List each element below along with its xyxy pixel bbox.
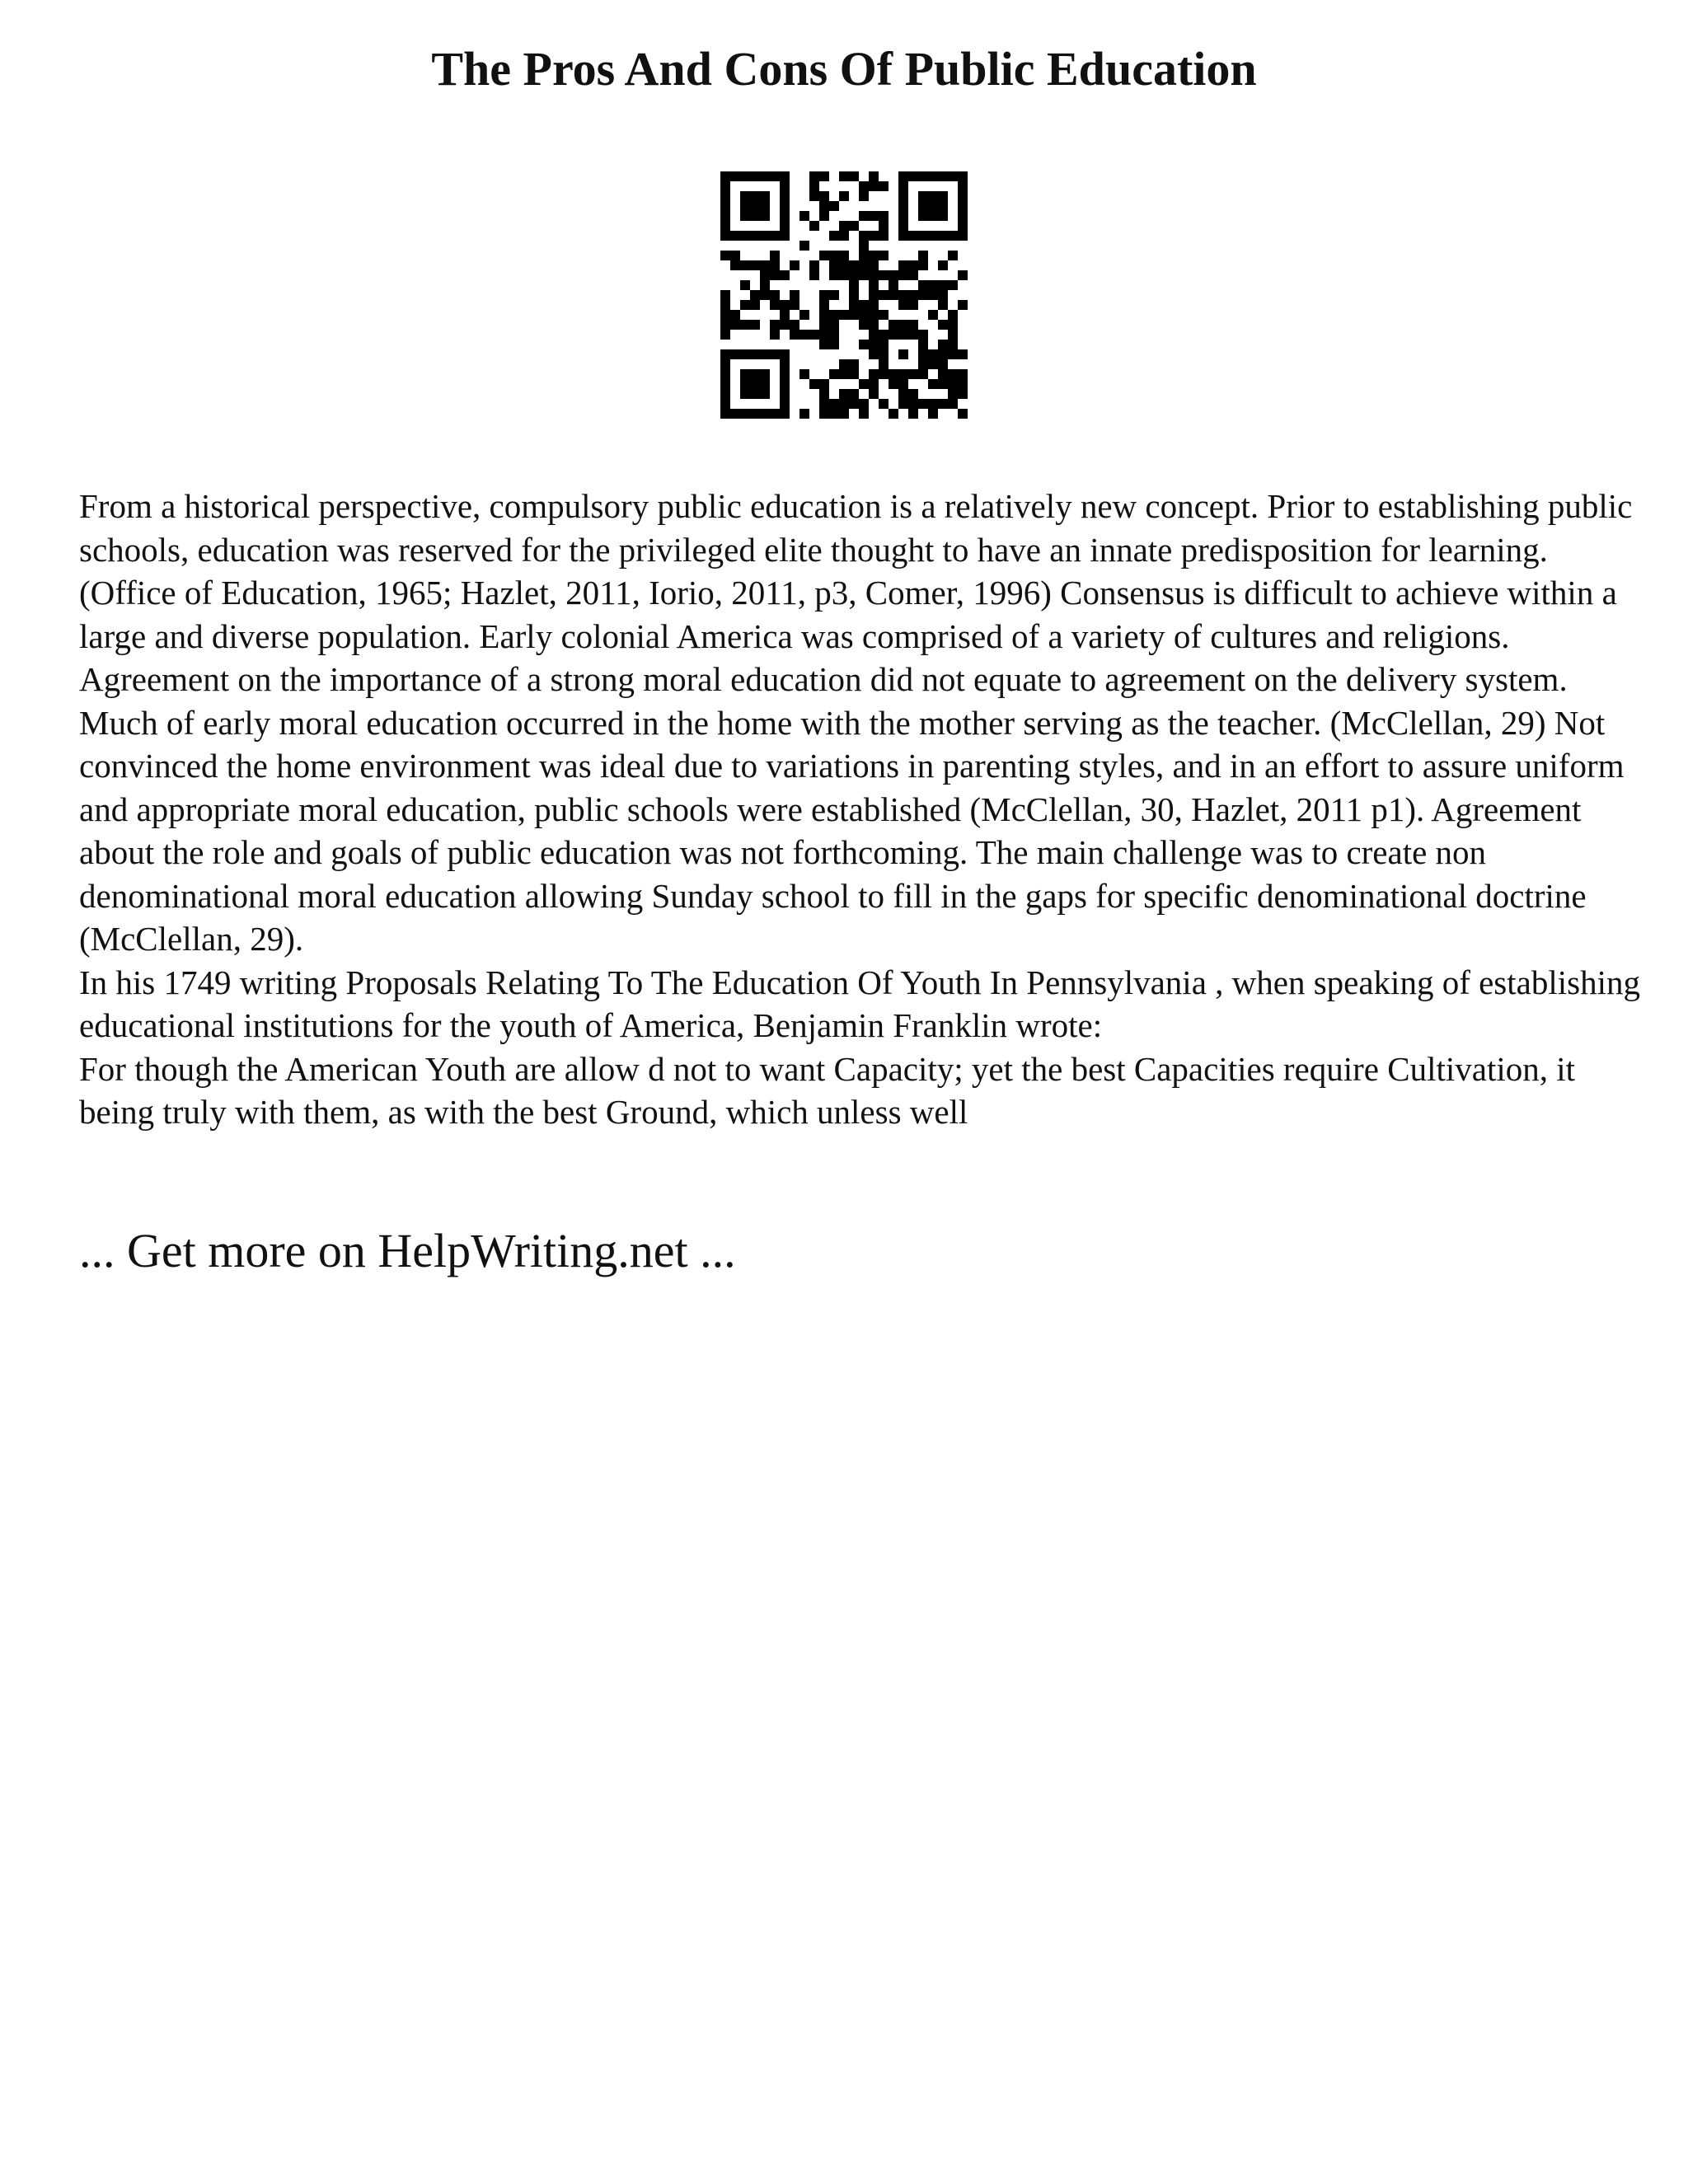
article-body — [79, 485, 1645, 1134]
page-title: The Pros And Cons Of Public Education — [431, 42, 1257, 96]
paragraph: In his 1749 writing Proposals Relating To The Education Of Youth In Pennsylvania , when speaking of establishing educational institutions for the youth of America, Benjamin Franklin wrote: — [79, 963, 1640, 1044]
paragraph: For though the American Youth are allow d not to want Capacity; yet the best Capacities require Cultivation, it being truly with them, as with the best Ground, which unless well — [79, 1049, 1576, 1131]
qr-code-icon — [720, 171, 968, 419]
paragraph: From a historical perspective, compulsory public education is a relatively new concept. Prior to establishing public schools, education was reserved for the privileged elite thought to have an innate predisposition for learning. (Office of Education, 1965; Hazlet, 2011, Iorio, 2011, p3, Comer, 1996) Consensus is difficult to achieve within a large and diverse population. Early colonial America was comprised of a variety of cultures and religions. Agreement on the importance of a strong moral education did not equate to agreement on the delivery system. Much of early moral education occurred in the home with the mother serving as the teacher. (McClellan, 29) Not convinced the home environment was ideal due to variations in parenting styles, and in an effort to assure uniform and appropriate moral education, public schools were established (McClellan, 30, Hazlet, 2011 p1). Agreement about the role and goals of public education was not forthcoming. The main challenge was to create non denominational moral education allowing Sunday school to fill in the gaps for specific denominational doctrine (McClellan, 29). — [79, 487, 1633, 958]
get-more-link[interactable]: ... Get more on HelpWriting.net ... — [79, 1224, 736, 1277]
